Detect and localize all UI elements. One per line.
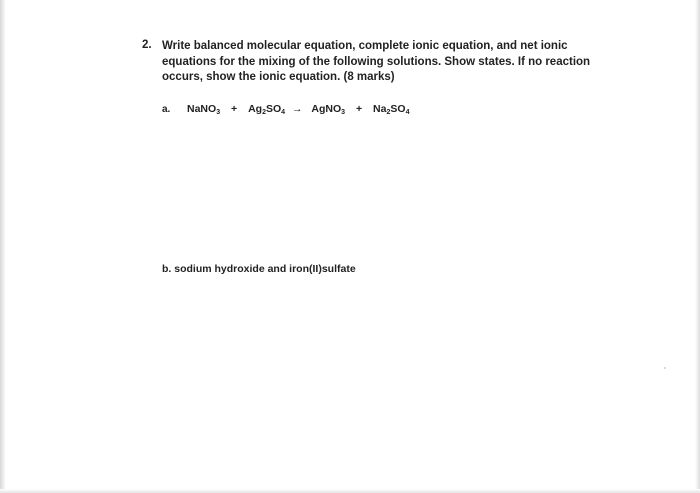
question-text (162, 39, 602, 86)
question-line-3-text: occurs, show the ionic equation. (162, 71, 341, 83)
product-agno3-sub: 3 (341, 109, 346, 116)
question-line-2: equations for the mixing of the following solutions. Show states. If no reaction (162, 55, 591, 68)
reactant-nano3-sub: 3 (216, 109, 221, 116)
question-number: 2. (142, 39, 152, 51)
question-line-1: Write balanced molecular equation, complete ionic equation, and net ionic (162, 40, 568, 52)
page-right-shadow (695, 0, 700, 493)
question-marks: (8 marks) (343, 71, 395, 83)
product-agno3 (311, 103, 345, 116)
reactant-nano3 (187, 103, 220, 116)
part-b-text: b. sodium hydroxide and iron(II)sulfate (162, 263, 356, 275)
part-a-equation (187, 103, 409, 116)
reactant-ag2so4-el1: Ag (248, 103, 263, 115)
reactant-ag2so4-sub1: 2 (262, 109, 266, 116)
plus-sign-2: + (355, 103, 363, 115)
part-a-label: a. (162, 104, 171, 115)
reactant-ag2so4-sub2: 4 (281, 109, 286, 116)
reactant-ag2so4 (248, 103, 285, 116)
question-line-3 (162, 70, 602, 86)
plus-sign-1: + (231, 103, 238, 115)
product-na2so4-sub2: 4 (405, 109, 410, 116)
product-na2so4 (373, 103, 409, 116)
page-bottom-shadow (0, 489, 700, 493)
reactant-ag2so4-el2: SO (265, 103, 282, 115)
speck (664, 367, 666, 369)
product-agno3-base: AgNO (311, 103, 342, 115)
product-na2so4-el1: Na (373, 103, 387, 115)
reaction-arrow-icon: → (291, 103, 303, 115)
reactant-nano3-base: NaNO (187, 103, 217, 115)
page-left-shadow (0, 0, 6, 493)
product-na2so4-el2: SO (390, 103, 406, 115)
product-na2so4-sub1: 2 (386, 109, 391, 116)
